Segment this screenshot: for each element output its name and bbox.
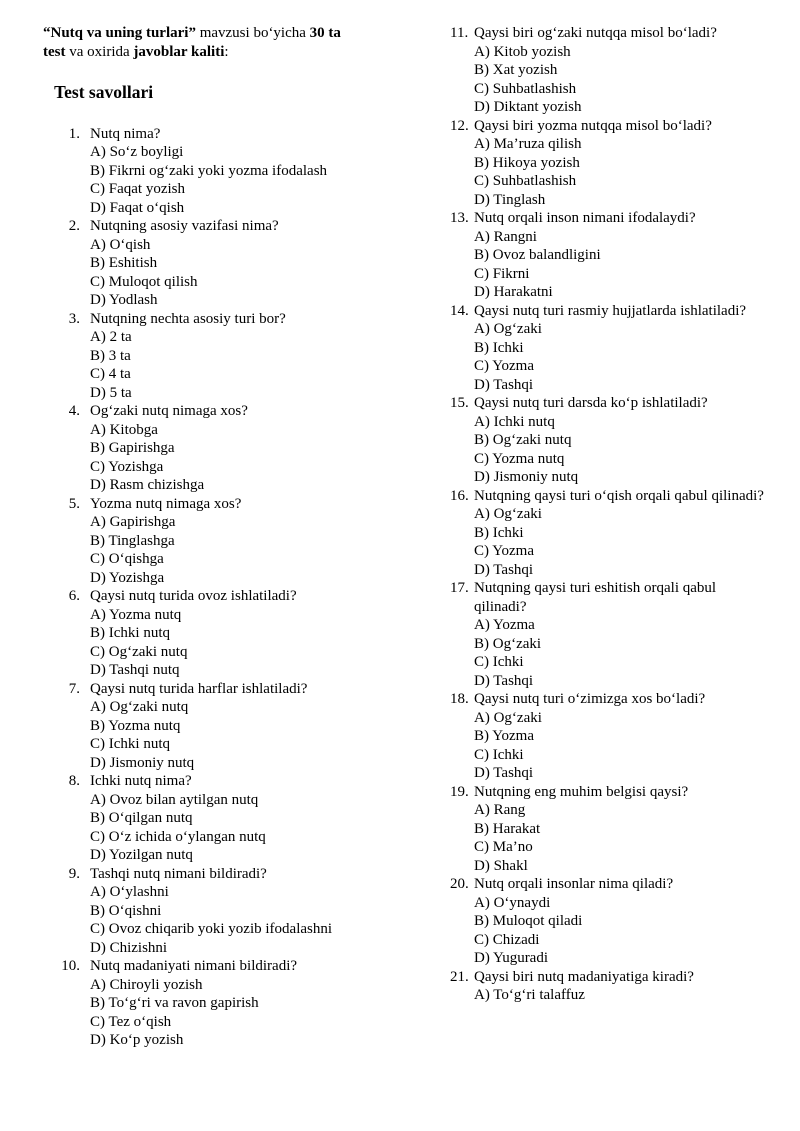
question-number: 12. — [450, 117, 469, 134]
question-item — [40, 587, 410, 680]
answer-option: A) Rangni — [474, 228, 537, 245]
question-text: Qaysi biri nutq madaniyatiga kiradi? — [474, 968, 694, 985]
question-item — [450, 302, 770, 395]
intro-count: 30 ta — [309, 25, 341, 41]
answer-option: B) Gapirishga — [90, 440, 175, 456]
answer-option: A) Yozma — [474, 617, 535, 633]
answer-option: B) 3 ta — [90, 347, 131, 364]
answer-option: D) Shakl — [474, 857, 528, 874]
question-number: 13. — [450, 210, 469, 226]
answer-option: A) Og‘zaki — [474, 321, 542, 337]
intro-text: mavzusi bo‘yicha — [195, 25, 310, 41]
answer-option: A) O‘qish — [90, 236, 151, 253]
question-item — [450, 117, 770, 210]
question-text: Nutq orqali inson nimani ifodalaydi? — [474, 210, 696, 226]
answer-option: B) Tinglashga — [90, 532, 175, 549]
intro-text: va oxirida — [65, 43, 134, 60]
answer-option: C) Muloqot qilish — [90, 273, 198, 290]
question-text: Nutqning qaysi turi o‘qish orqali qabul qilinadi? — [474, 487, 764, 504]
answer-option: B) Ichki — [474, 524, 524, 541]
question-number: 15. — [450, 395, 469, 411]
answer-option: A) O‘ynaydi — [474, 894, 551, 911]
question-number: 17. — [450, 580, 469, 596]
question-number: 3. — [68, 310, 80, 327]
answer-option: A) 2 ta — [90, 329, 132, 345]
answer-option: D) Ko‘p yozish — [90, 1032, 184, 1048]
answer-option: D) Tashqi — [474, 561, 534, 578]
question-number: 18. — [450, 691, 469, 707]
answer-option: C) 4 ta — [90, 366, 131, 382]
answer-option: C) Og‘zaki nutq — [90, 643, 188, 660]
answer-option: D) Yozishga — [90, 569, 165, 586]
answer-option: C) Ichki — [474, 746, 524, 763]
answer-option: A) Ma’ruza qilish — [474, 136, 582, 152]
question-number: 4. — [68, 403, 80, 419]
answer-option: D) Chizishni — [90, 939, 168, 956]
answer-option: C) Ichki — [474, 654, 524, 670]
question-item — [450, 487, 770, 580]
answer-option: A) Og‘zaki — [474, 709, 542, 726]
answer-option: A) Og‘zaki nutq — [90, 699, 189, 715]
answer-option: C) Faqat yozish — [90, 181, 185, 197]
question-item — [450, 875, 770, 968]
question-number: 21. — [450, 968, 469, 985]
answer-option: C) Tez o‘qish — [90, 1013, 172, 1030]
answer-option: A) Gapirishga — [90, 514, 176, 530]
answer-option: B) Hikoya yozish — [474, 154, 580, 171]
answer-option: A) Og‘zaki — [474, 506, 542, 522]
question-text: Nutq nima? — [90, 125, 161, 142]
answer-option: B) Og‘zaki — [474, 635, 542, 652]
question-number: 1. — [68, 125, 80, 142]
question-list-left — [40, 125, 410, 1050]
question-item — [40, 217, 410, 310]
answer-option: C) Yozma — [474, 543, 535, 559]
answer-option: C) Suhbatlashish — [474, 173, 577, 189]
question-item — [40, 957, 410, 1050]
question-number: 20. — [450, 876, 469, 892]
question-item — [450, 209, 770, 302]
question-text: Qaysi nutq turi darsda ko‘p ishlatiladi? — [474, 395, 708, 411]
answer-option: A) To‘g‘ri talaffuz — [474, 987, 585, 1003]
question-text: Nutqning nechta asosiy turi bor? — [90, 310, 286, 327]
answer-option: D) Yodlash — [90, 292, 158, 308]
answer-option: D) Yuguradi — [474, 950, 549, 966]
intro-test-word: test — [43, 43, 66, 60]
answer-option: D) Harakatni — [474, 284, 553, 300]
question-text: Nutq orqali insonlar nima qiladi? — [474, 876, 674, 892]
question-number: 5. — [68, 495, 80, 512]
answer-option: B) Yozma nutq — [90, 717, 181, 734]
answer-option: B) Xat yozish — [474, 62, 558, 78]
answer-option: B) Eshitish — [90, 255, 158, 271]
answer-option: D) Yozilgan nutq — [90, 847, 193, 863]
question-item — [40, 125, 410, 218]
answer-option: D) Tinglash — [474, 191, 546, 208]
answer-option: C) Suhbatlashish — [474, 80, 577, 97]
answer-option: D) Faqat o‘qish — [90, 199, 185, 216]
answer-option: B) Og‘zaki nutq — [474, 432, 572, 448]
left-column — [40, 24, 410, 1050]
question-number: 9. — [68, 865, 80, 882]
intro-text: : — [224, 43, 229, 60]
question-text: Nutqning eng muhim belgisi qaysi? — [474, 783, 689, 800]
answer-option: C) Ichki nutq — [90, 736, 170, 752]
intro-paragraph — [40, 24, 410, 61]
question-number: 10. — [61, 958, 80, 974]
answer-option: A) Kitobga — [90, 421, 158, 438]
question-item — [450, 24, 770, 117]
question-text: Yozma nutq nimaga xos? — [90, 495, 242, 512]
question-number: 8. — [68, 773, 80, 789]
answer-option: B) O‘qilgan nutq — [90, 810, 193, 826]
answer-option: C) Chizadi — [474, 931, 540, 948]
answer-option: C) O‘z ichida o‘ylangan nutq — [90, 828, 266, 845]
answer-option: A) O‘ylashni — [90, 884, 169, 900]
answer-option: A) Rang — [474, 802, 526, 818]
question-number: 11. — [450, 25, 469, 41]
section-heading — [40, 83, 410, 102]
question-list-right — [450, 24, 770, 1005]
answer-option: B) O‘qishni — [90, 902, 162, 919]
answer-option: D) Jismoniy nutq — [90, 754, 195, 771]
question-item — [450, 394, 770, 487]
question-text: Nutq madaniyati nimani bildiradi? — [90, 958, 298, 974]
question-item — [450, 579, 770, 690]
question-item — [450, 783, 770, 876]
answer-option: C) Ovoz chiqarib yoki yozib ifodalashni — [90, 921, 333, 937]
right-column — [450, 24, 770, 1005]
question-item — [40, 680, 410, 773]
question-item — [40, 402, 410, 495]
answer-option: D) 5 ta — [90, 384, 132, 401]
question-item — [40, 865, 410, 958]
question-text: Tashqi nutq nimani bildiradi? — [90, 865, 267, 882]
answer-option: B) Fikrni og‘zaki yoki yozma ifodalash — [90, 162, 328, 179]
answer-option: B) Muloqot qiladi — [474, 913, 583, 929]
answer-option: A) Chiroyli yozish — [90, 976, 203, 993]
answer-option: B) Ovoz balandligini — [474, 247, 601, 263]
section-heading-label: Test savollari — [54, 82, 154, 102]
question-text: Qaysi nutq turi rasmiy hujjatlarda ishlatiladi? — [474, 302, 747, 319]
question-number: 19. — [450, 783, 469, 800]
answer-option: D) Rasm chizishga — [90, 477, 205, 493]
question-number: 6. — [68, 588, 80, 604]
question-text: Qaysi nutq turi o‘zimizga xos bo‘ladi? — [474, 691, 706, 707]
answer-option: D) Jismoniy nutq — [474, 469, 579, 485]
question-number: 14. — [450, 302, 469, 319]
answer-option: C) Fikrni — [474, 265, 530, 282]
answer-option: D) Diktant yozish — [474, 99, 582, 115]
answer-option: B) Harakat — [474, 820, 541, 837]
answer-option: C) Yozishga — [90, 458, 164, 475]
answer-option: A) Kitob yozish — [474, 43, 571, 60]
question-text: Qaysi biri yozma nutqqa misol bo‘ladi? — [474, 117, 712, 134]
answer-option: D) Tashqi — [474, 376, 534, 393]
question-text: Qaysi nutq turida harflar ishlatiladi? — [90, 680, 308, 697]
answer-option: A) Yozma nutq — [90, 606, 182, 623]
question-number: 7. — [68, 680, 80, 697]
intro-answer-key: javoblar kaliti — [133, 43, 225, 60]
answer-option: C) Yozma — [474, 358, 535, 374]
answer-option: C) Ma’no — [474, 839, 533, 855]
intro-topic-title: “Nutq va uning turlari” — [43, 25, 196, 41]
answer-option: B) Ichki nutq — [90, 625, 170, 641]
question-text: Nutqning qaysi turi eshitish orqali qabul qilinadi? — [474, 580, 717, 615]
answer-option: A) So‘z boyligi — [90, 144, 184, 160]
question-text: Ichki nutq nima? — [90, 773, 192, 789]
answer-option: B) Ichki — [474, 339, 524, 356]
answer-option: D) Tashqi — [474, 672, 534, 689]
question-item — [40, 495, 410, 588]
question-text: Qaysi biri og‘zaki nutqqa misol bo‘ladi? — [474, 25, 717, 41]
answer-option: D) Tashqi — [474, 765, 534, 781]
question-item — [40, 772, 410, 865]
question-text: Og‘zaki nutq nimaga xos? — [90, 403, 248, 419]
answer-option: A) Ichki nutq — [474, 413, 555, 430]
question-text: Qaysi nutq turida ovoz ishlatiladi? — [90, 588, 297, 604]
answer-option: D) Tashqi nutq — [90, 662, 180, 678]
question-item — [450, 968, 770, 1005]
question-text: Nutqning asosiy vazifasi nima? — [90, 218, 279, 234]
answer-option: B) To‘g‘ri va ravon gapirish — [90, 995, 259, 1011]
question-number: 16. — [450, 487, 469, 504]
answer-option: A) Ovoz bilan aytilgan nutq — [90, 791, 259, 808]
answer-option: C) O‘qishga — [90, 551, 164, 567]
question-item — [40, 310, 410, 403]
question-item — [450, 690, 770, 783]
question-number: 2. — [68, 218, 80, 234]
answer-option: B) Yozma — [474, 728, 535, 744]
answer-option: C) Yozma nutq — [474, 450, 565, 467]
